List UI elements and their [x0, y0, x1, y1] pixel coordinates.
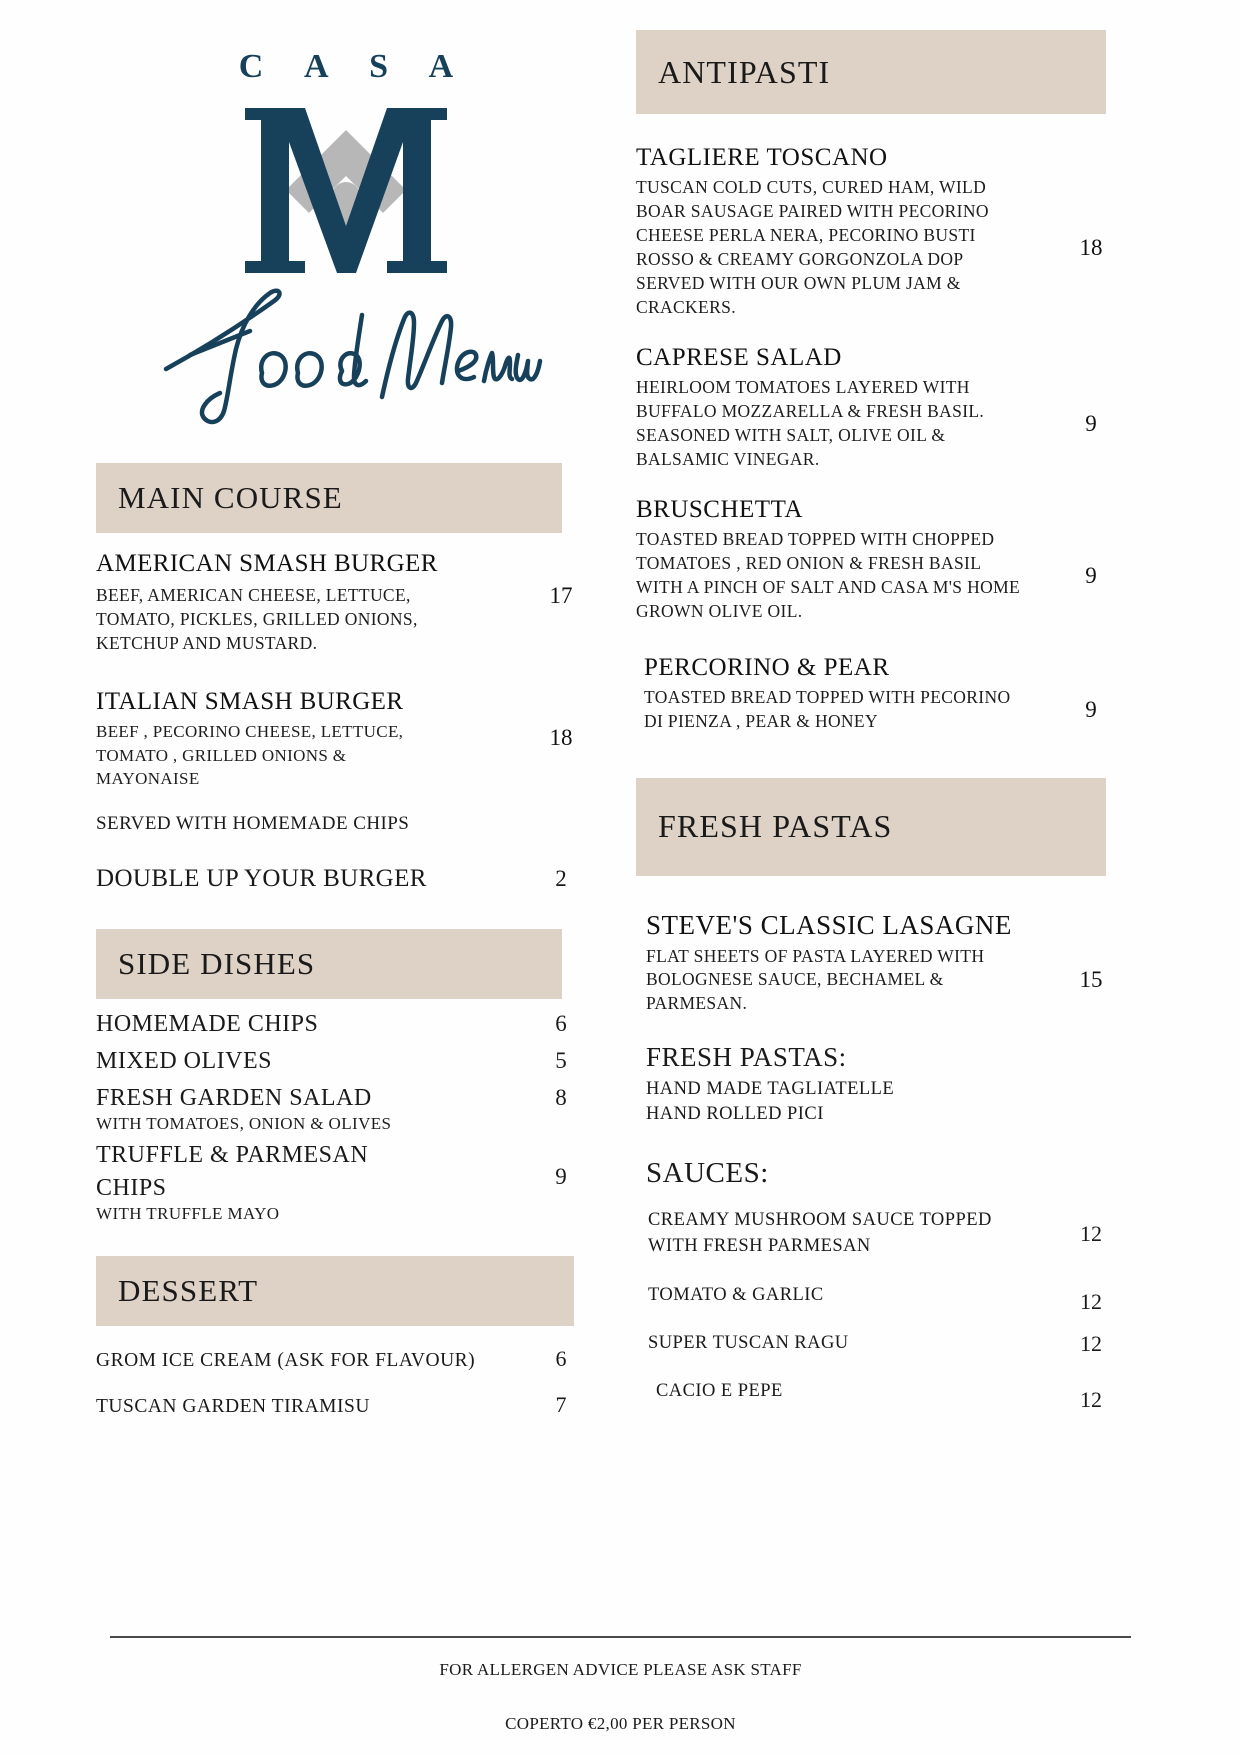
page-footer	[110, 1636, 1131, 1734]
item-name: TOMATO & GARLIC	[648, 1285, 824, 1306]
item-price: 9	[555, 1163, 567, 1189]
item-price: 6	[555, 1010, 567, 1036]
casa-m-logo-icon	[231, 98, 461, 283]
allergen-notice: FOR ALLERGEN ADVICE PLEASE ASK STAFF	[439, 1660, 802, 1679]
item-name-second-line: CHIPS	[96, 1174, 167, 1201]
item-name: GROM ICE CREAM (ASK FOR FLAVOUR)	[96, 1349, 476, 1371]
item-description: FLAT SHEETS OF PASTA LAYERED WITH BOLOGNESE SAUCE, BECHAMEL & PARMESAN.	[646, 945, 985, 1014]
menu-item-cacio-e-pepe[interactable]	[648, 1379, 1124, 1413]
list-item: HAND ROLLED PICI	[646, 1104, 824, 1125]
side-dishes-heading: SIDE DISHES	[118, 945, 316, 981]
item-name: ITALIAN SMASH BURGER	[96, 687, 404, 715]
item-name: PERCORINO & PEAR	[644, 653, 890, 681]
menu-item-american-smash-burger[interactable]	[96, 549, 596, 655]
menu-item-homemade-chips[interactable]	[96, 1011, 596, 1038]
coperto-notice: COPERTO €2,00 PER PERSON	[505, 1714, 736, 1733]
item-name: AMERICAN SMASH BURGER	[96, 550, 438, 577]
menu-item-tuscan-garden-tiramisu[interactable]	[96, 1392, 596, 1418]
brand-logo-block	[96, 24, 596, 437]
item-name-continuation-row	[96, 1175, 596, 1202]
section-header-antipasti	[636, 30, 1106, 114]
item-price: 7	[555, 1391, 567, 1417]
fresh-pastas-subheading: FRESH PASTAS:	[646, 1042, 847, 1073]
item-name: TRUFFLE & PARMESAN	[96, 1141, 369, 1168]
item-name: DOUBLE UP YOUR BURGER	[96, 864, 427, 892]
menu-item-bruschetta[interactable]	[636, 496, 1124, 624]
menu-item-super-tuscan-ragu[interactable]	[648, 1331, 1124, 1357]
item-name: FRESH GARDEN SALAD	[96, 1084, 372, 1111]
section-header-main-course	[96, 463, 562, 533]
menu-item-creamy-mushroom-sauce[interactable]	[648, 1208, 1124, 1259]
item-name: STEVE'S CLASSIC LASAGNE	[646, 909, 1012, 940]
item-price: 18	[549, 724, 573, 750]
item-description: TUSCAN COLD CUTS, CURED HAM, WILD BOAR SAUSAGE PAIRED WITH PECORINO CHEESE PERLA NERA, PECORINO BUSTI ROSSO & CREAMY GORGONZOLA DOP SERVED WITH OUR OWN PLUM JAM & CRACKERS.	[636, 177, 989, 317]
section-header-fresh-pastas	[636, 778, 1106, 876]
item-name: BRUSCHETTA	[636, 495, 803, 523]
item-name: CACIO E PEPE	[656, 1381, 783, 1402]
item-description: TOASTED BREAD TOPPED WITH PECORINO DI PIENZA , PEAR & HONEY	[644, 686, 1011, 731]
item-name: HOMEMADE CHIPS	[96, 1010, 319, 1037]
menu-item-tomato-and-garlic[interactable]	[648, 1283, 1124, 1315]
dessert-items	[96, 1346, 596, 1418]
menu-item-double-up-your-burger[interactable]	[96, 865, 596, 893]
item-price: 9	[1085, 410, 1097, 436]
item-price: 12	[1080, 1289, 1102, 1315]
item-description: TOASTED BREAD TOPPED WITH CHOPPED TOMATOES , RED ONION & FRESH BASIL WITH A PINCH OF SALT AND CASA M'S HOME GROWN OLIVE OIL.	[636, 528, 1021, 621]
item-name: CAPRESE SALAD	[636, 343, 842, 371]
menu-item-percorino-and-pear[interactable]	[636, 654, 1124, 734]
pasta-types-list	[636, 1077, 1124, 1127]
menu-item-grom-ice-cream[interactable]	[96, 1346, 596, 1372]
item-price: 9	[1085, 696, 1097, 722]
item-price: 2	[555, 865, 567, 891]
item-name: MIXED OLIVES	[96, 1047, 272, 1074]
main-course-heading: MAIN COURSE	[118, 480, 343, 515]
footer-divider	[110, 1636, 1131, 1638]
item-price: 12	[1080, 1331, 1102, 1357]
menu-item-fresh-garden-salad[interactable]	[96, 1085, 596, 1112]
item-description: BEEF, AMERICAN CHEESE, LETTUCE, TOMATO, PICKLES, GRILLED ONIONS, KETCHUP AND MUSTARD.	[96, 584, 418, 653]
item-name: TUSCAN GARDEN TIRAMISU	[96, 1395, 370, 1417]
item-price: 18	[1079, 234, 1103, 260]
menu-item-steves-classic-lasagne[interactable]	[636, 910, 1124, 1017]
item-price: 5	[555, 1047, 567, 1073]
item-price: 9	[1085, 562, 1097, 588]
item-description: WITH TOMATOES, ONION & OLIVES	[96, 1113, 392, 1133]
brand-wordmark: C A S A	[238, 48, 471, 85]
item-price: 12	[1080, 1220, 1102, 1246]
item-name: CREAMY MUSHROOM SAUCE TOPPED WITH FRESH PARMESAN	[648, 1210, 992, 1256]
fresh-pastas-heading: FRESH PASTAS	[658, 808, 893, 844]
item-price: 6	[555, 1345, 567, 1371]
side-dishes-items	[96, 1011, 596, 1224]
item-name: SUPER TUSCAN RAGU	[648, 1333, 849, 1354]
left-column	[96, 24, 596, 1418]
item-price: 8	[555, 1084, 567, 1110]
item-price: 12	[1080, 1387, 1102, 1413]
item-description: HEIRLOOM TOMATOES LAYERED WITH BUFFALO MOZZARELLA & FRESH BASIL. SEASONED WITH SALT, OLIVE OIL & BALSAMIC VINEGAR.	[636, 376, 985, 469]
item-price: 17	[549, 583, 573, 608]
menu-item-tagliere-toscano[interactable]	[636, 144, 1124, 320]
right-column	[636, 30, 1124, 1413]
antipasti-heading: ANTIPASTI	[658, 53, 831, 90]
item-description: BEEF , PECORINO CHEESE, LETTUCE, TOMATO , GRILLED ONIONS & MAYONAISE	[96, 722, 404, 789]
menu-item-caprese-salad[interactable]	[636, 344, 1124, 472]
sauces-list	[636, 1208, 1124, 1413]
dessert-heading: DESSERT	[118, 1272, 259, 1308]
item-price: 15	[1079, 967, 1103, 993]
item-description: WITH TRUFFLE MAYO	[96, 1203, 280, 1223]
served-with-note: SERVED WITH HOMEMADE CHIPS	[96, 812, 410, 834]
menu-item-mixed-olives[interactable]	[96, 1048, 596, 1075]
section-header-side-dishes	[96, 929, 562, 999]
sauces-subheading: SAUCES:	[646, 1157, 769, 1190]
food-menu-script-title	[96, 277, 596, 437]
item-name: TAGLIERE TOSCANO	[636, 144, 888, 171]
menu-item-italian-smash-burger[interactable]	[96, 687, 596, 791]
section-header-dessert	[96, 1256, 574, 1326]
list-item: HAND MADE TAGLIATELLE	[646, 1079, 895, 1100]
main-course-items	[96, 549, 596, 893]
